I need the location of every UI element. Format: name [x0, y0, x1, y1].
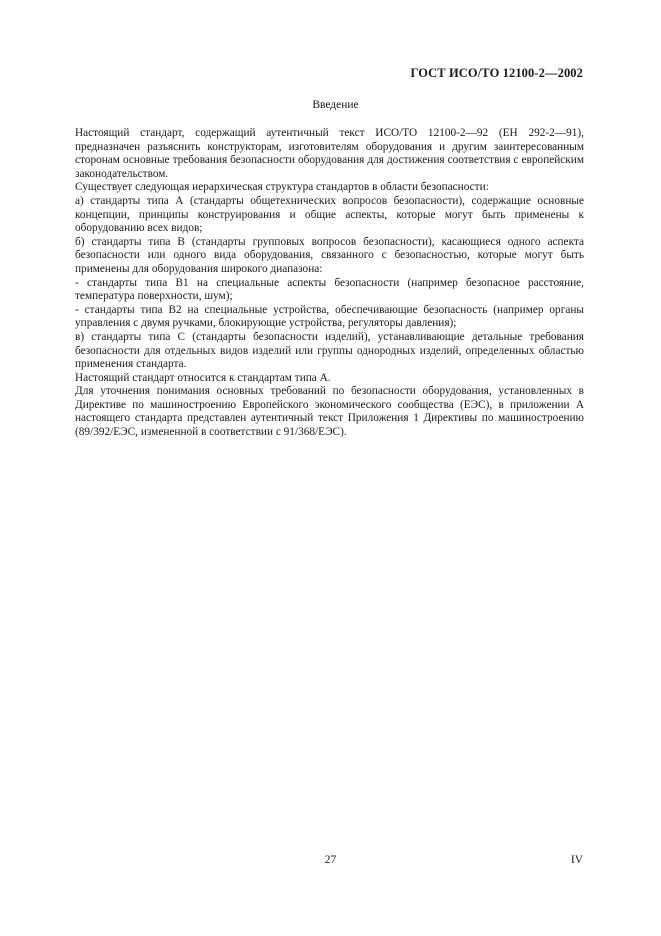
paragraph-text: в) стандарты типа С (стандарты безопасности изделий), устанавливающие детальные требования безопасности для отдельных видов изделий или группы однородных изделий, определенных областью применения стандарта.	[75, 330, 584, 371]
standard-code-header: ГОСТ ИСО/ТО 12100-2—2002	[410, 66, 583, 80]
paragraph-directive	[75, 385, 584, 439]
paragraph-intro	[75, 127, 584, 181]
paragraph-hierarchy	[75, 181, 584, 195]
body-text	[75, 127, 584, 440]
paragraph-type-b1	[75, 277, 584, 304]
paragraph-type-b	[75, 236, 584, 277]
paragraph-text: Настоящий стандарт, содержащий аутентичный текст ИСО/ТО 12100-2—92 (ЕН 292-2—91), предназначен разъяснить конструкторам, изготовителям оборудования и другим заинтересованным сторонам основные требования безопасности оборудования для достижения соответствия с европейским законодательством.	[75, 127, 584, 180]
paragraph-text: - стандарты типа В1 на специальные аспекты безопасности (например безопасное расстояние, температура поверхности, шум);	[75, 276, 584, 303]
paragraph-this-standard	[75, 372, 584, 386]
paragraph-text: б) стандарты типа В (стандарты групповых вопросов безопасности), касающиеся одного аспекта безопасности или одного вида оборудования, связанного с безопасностью, которые могут быть применены для оборудования широкого диапазона:	[75, 235, 584, 275]
section-title: Введение	[312, 99, 359, 111]
roman-page-number: IV	[570, 854, 583, 866]
paragraph-text: Для уточнения понимания основных требований по безопасности оборудования, установленных в Директиве по машиностроению Европейского экономического сообщества (ЕЭС), в приложении А настоящего стандарта представлен аутентичный текст Приложения 1 Директивы по машиностроению (89/392/ЕЭС, измененной в соответствии с 91/368/ЕЭС).	[75, 385, 584, 439]
page-number: 27	[324, 854, 337, 866]
paragraph-type-a	[75, 195, 584, 236]
paragraph-text: а) стандарты типа А (стандарты общетехнических вопросов безопасности), содержащие основные концепции, принципы конструирования и общие аспекты, которые могут быть применены к оборудованию всех видов;	[75, 194, 584, 235]
paragraph-text: Существует следующая иерархическая структура стандартов в области безопасности:	[75, 181, 489, 194]
paragraph-type-b2	[75, 304, 584, 331]
paragraph-text: Настоящий стандарт относится к стандартам типа А.	[75, 371, 331, 384]
paragraph-text: - стандарты типа В2 на специальные устройства, обеспечивающие безопасность (например органы управления с двумя ручками, блокирующие устройства, регуляторы давления);	[75, 303, 584, 330]
paragraph-type-c	[75, 331, 584, 372]
